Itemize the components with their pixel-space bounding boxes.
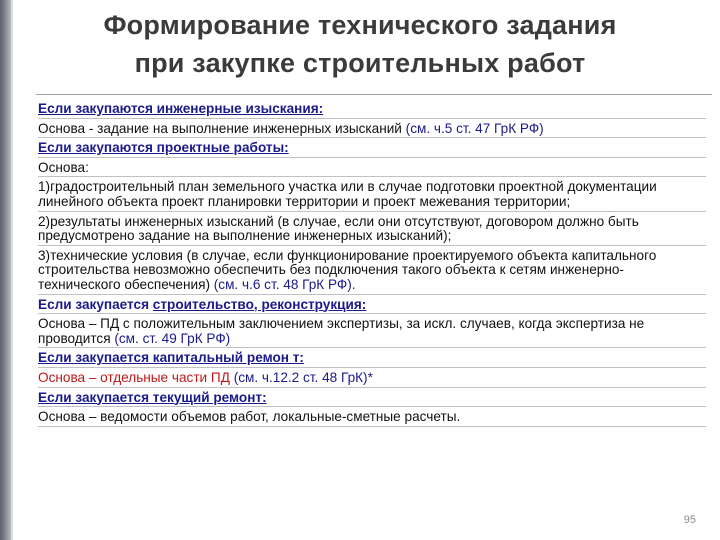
paragraph-construction-basis: Основа – ПД с положительным заключением экспертизы, за искл. случаев, когда экспертиза не проводится (см. ст. 49 ГрК РФ) (38, 316, 706, 348)
heading-construction: Если закупается строительство, реконструкция: (38, 297, 706, 315)
title-divider (36, 94, 712, 95)
law-reference: (см. ч.12.2 ст. 48 ГрК)* (233, 369, 373, 385)
heading-capital-repair: Если закупается капитальный ремон т: (38, 350, 706, 368)
title-line-2: при закупке строительных работ (134, 48, 586, 78)
slide-title (30, 6, 690, 82)
page-number: 95 (683, 514, 696, 526)
paragraph-capital-repair-basis: Основа – отдельные части ПД (см. ч.12.2 ст. 48 ГрК)* (38, 370, 706, 388)
list-item-survey-results: 2)результаты инженерных изысканий (в случае, если они отсутствуют, договором должно быть предусмотрено задание на выполнение инженерных изысканий); (38, 214, 706, 246)
paragraph-design-basis: Основа: (38, 160, 706, 178)
slide-left-bar-edge (11, 0, 13, 540)
title-line-1: Формирование технического задания (103, 10, 617, 40)
list-item-urban-plan: 1)градостроительный план земельного участка или в случае подготовки проектной документации линейного объекта проект планировки территории и проект межевания территории; (38, 179, 706, 211)
list-item-technical-conditions: 3)технические условия (в случае, если функционирование проектируемого объекта капитального строительства невозможно обеспечить без подключения такого объекта к сетям инженерно-технического обеспечения) (см. ч.6 ст. 48 ГрК РФ). (38, 248, 706, 295)
heading-current-repair: Если закупается текущий ремонт: (38, 390, 706, 408)
law-reference: (см. ст. 49 ГрК РФ) (114, 330, 231, 346)
slide-left-bar (0, 0, 11, 540)
slide-body (38, 101, 706, 427)
paragraph-surveys-basis: Основа - задание на выполнение инженерных изысканий (см. ч.5 ст. 47 ГрК РФ) (38, 121, 706, 139)
heading-design-works: Если закупаются проектные работы: (38, 140, 706, 158)
paragraph-current-repair-basis: Основа – ведомости объемов работ, локальные-сметные расчеты. (38, 409, 706, 427)
law-reference: (см. ч.5 ст. 47 ГрК РФ) (405, 120, 544, 136)
law-reference: (см. ч.6 ст. 48 ГрК РФ). (213, 276, 356, 292)
heading-engineering-surveys: Если закупаются инженерные изыскания: (38, 101, 706, 119)
